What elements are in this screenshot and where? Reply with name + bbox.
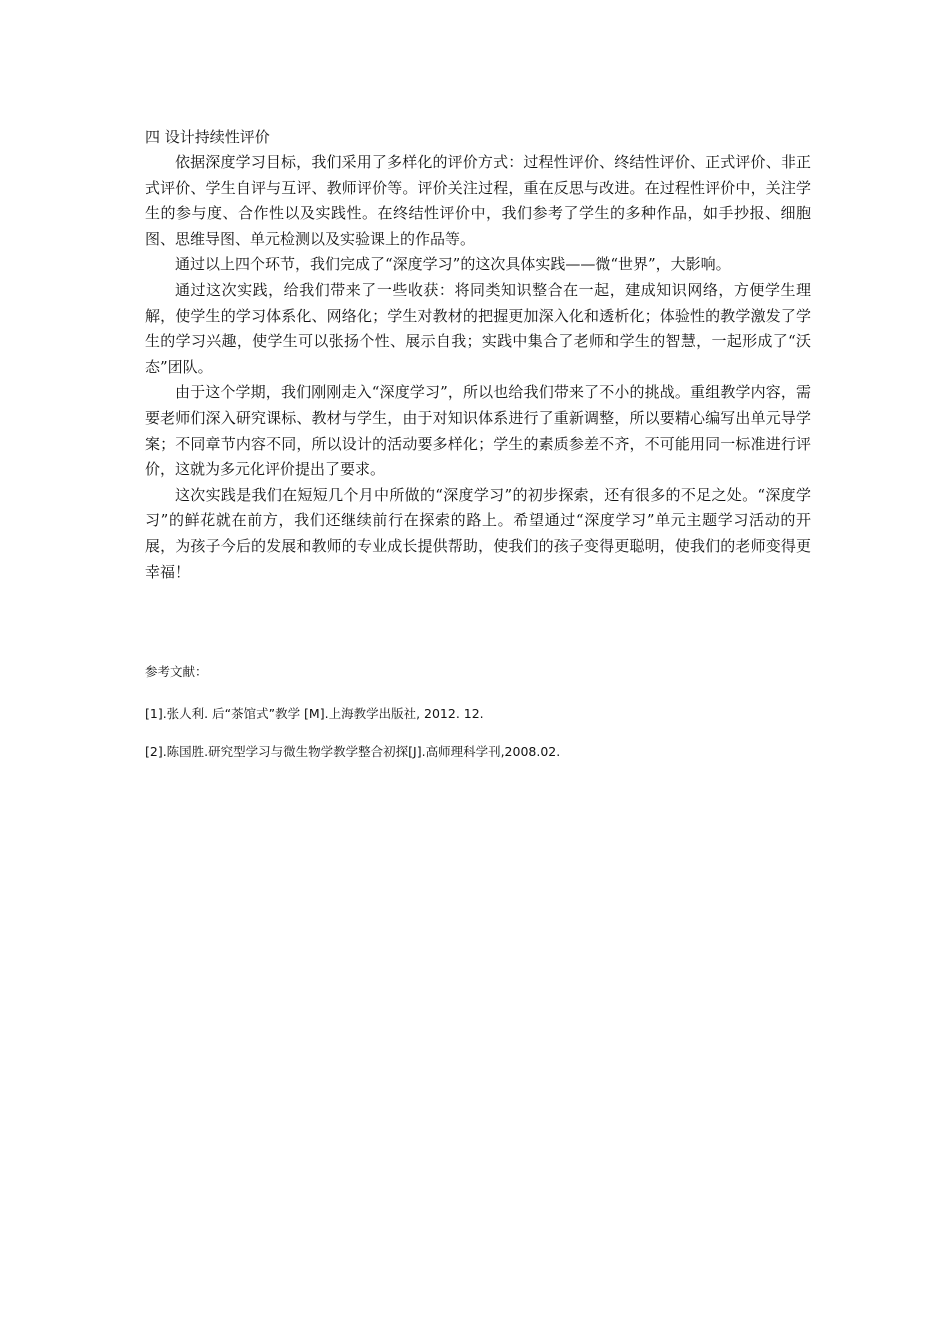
reference-item: [2].陈国胜.研究型学习与微生物学教学整合初探[J].高师理科学刊,2008.02.: [145, 744, 561, 759]
reference-item: [1].张人利. 后“茶馆式”教学 [M].上海教学出版社, 2012. 12.: [145, 706, 484, 721]
references-section: [145, 662, 811, 780]
paragraph-summary: 通过以上四个环节，我们完成了“深度学习”的这次具体实践——微“世界”，大影响。: [175, 255, 731, 274]
references-title: 参考文献：: [145, 664, 208, 679]
paragraph-gains: 通过这次实践，给我们带来了一些收获：将同类知识整合在一起，建成知识网络，方便学生理解，使学生的学习体系化、网络化；学生对教材的把握更加深入化和透析化；体验性的教学激发了学生的学习兴趣，使学生可以张扬个性、展示自我；实践中集合了老师和学生的智慧，一起形成了“沃态”团队。: [145, 280, 811, 376]
section-heading: 四 设计持续性评价: [145, 128, 270, 146]
paragraph-conclusion: 这次实践是我们在短短几个月中所做的“深度学习”的初步探索，还有很多的不足之处。“深度学习”的鲜花就在前方，我们还继续前行在探索的路上。希望通过“深度学习”单元主题学习活动的开展，为孩子今后的发展和教师的专业成长提供帮助，使我们的孩子变得更聪明，使我们的老师变得更幸福！: [145, 485, 811, 581]
document-body: [145, 124, 811, 585]
paragraph-challenges: 由于这个学期，我们刚刚走入“深度学习”，所以也给我们带来了不小的挑战。重组教学内容，需要老师们深入研究课标、教材与学生，由于对知识体系进行了重新调整，所以要精心编写出单元导学案；不同章节内容不同，所以设计的活动要多样化；学生的素质参差不齐，不可能用同一标准进行评价，这就为多元化评价提出了要求。: [145, 383, 811, 479]
paragraph-evaluation-methods: 依据深度学习目标，我们采用了多样化的评价方式：过程性评价、终结性评价、正式评价、非正式评价、学生自评与互评、教师评价等。评价关注过程，重在反思与改进。在过程性评价中，关注学生的参与度、合作性以及实践性。在终结性评价中，我们参考了学生的多种作品，如手抄报、细胞图、思维导图、单元检测以及实验课上的作品等。: [145, 153, 811, 248]
